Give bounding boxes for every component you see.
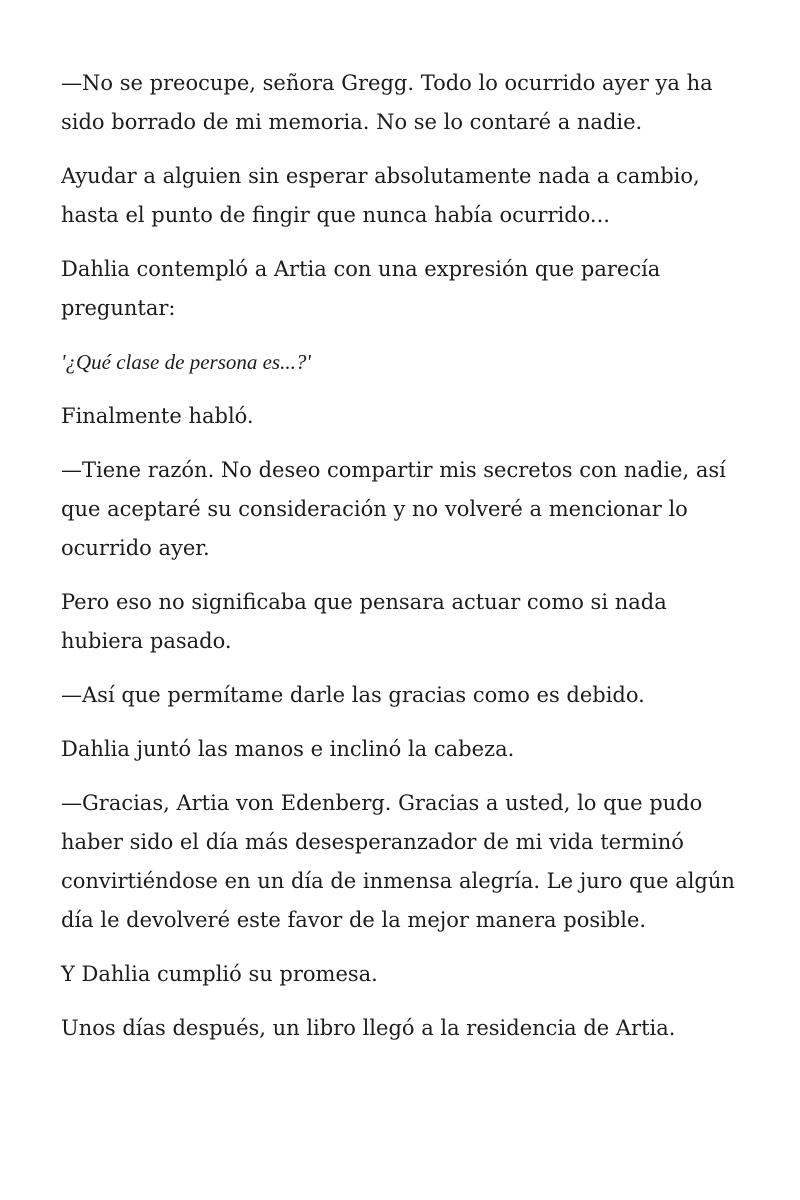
paragraph: Y Dahlia cumplió su promesa. [61, 962, 378, 986]
page-content [61, 64, 751, 1063]
paragraph: —No se preocupe, señora Gregg. Todo lo ocurrido ayer ya ha sido borrado de mi memoria. No se lo contaré a nadie. [61, 71, 713, 134]
paragraph: —Tiene razón. No deseo compartir mis secretos con nadie, así que aceptaré su consideración y no volveré a mencionar lo ocurrido ayer. [61, 458, 726, 560]
paragraph: Dahlia contempló a Artia con una expresión que parecía preguntar: [61, 257, 661, 320]
paragraph: Ayudar a alguien sin esperar absolutamente nada a cambio, hasta el punto de fingir que nunca había ocurrido... [61, 164, 700, 227]
paragraph: Unos días después, un libro llegó a la residencia de Artia. [61, 1016, 676, 1040]
paragraph: —Así que permítame darle las gracias como es debido. [61, 683, 645, 707]
paragraph: —Gracias, Artia von Edenberg. Gracias a usted, lo que pudo haber sido el día más desesperanzador de mi vida terminó convirtiéndose en un día de inmensa alegría. Le juro que algún día le devolveré este favor de la mejor manera posible. [61, 791, 735, 932]
paragraph: Finalmente habló. [61, 404, 254, 428]
paragraph: Pero eso no significaba que pensara actuar como si nada hubiera pasado. [61, 590, 667, 653]
paragraph: Dahlia juntó las manos e inclinó la cabeza. [61, 737, 515, 761]
italic-thought-paragraph: '¿Qué clase de persona es...?' [61, 350, 311, 374]
